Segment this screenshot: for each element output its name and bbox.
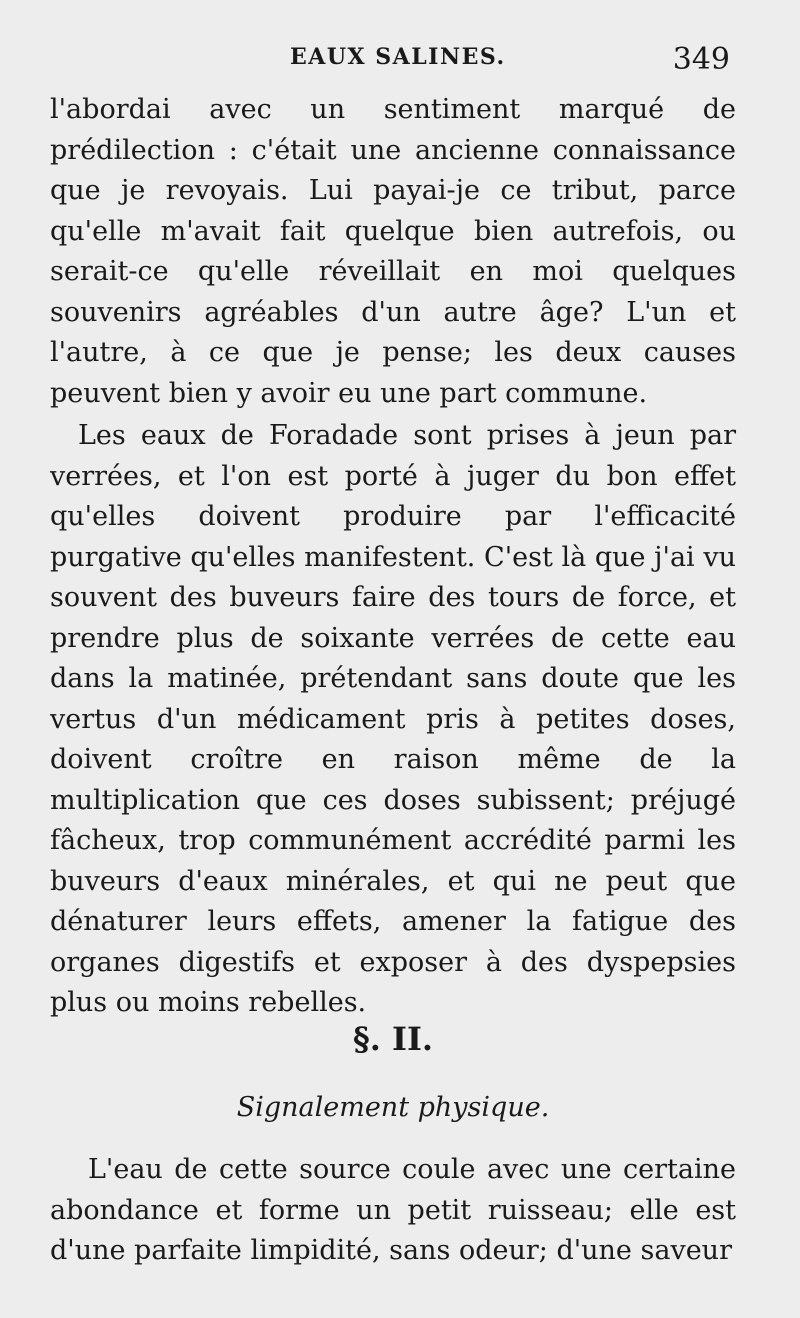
running-title: EAUX SALINES. — [290, 44, 506, 70]
section-title: Signalement physique. — [236, 1092, 550, 1123]
body-paragraph: L'eau de cette source coule avec une certaine abondance et forme un petit ruisseau; elle est d'une parfaite limpidité, sans odeur; d'une saveur — [50, 1154, 736, 1266]
body-paragraph: l'abordai avec un sentiment marqué de prédilection : c'était une ancienne connaissance que je revoyais. Lui payai-je ce tribut, parce qu'elle m'avait fait quelque bien autrefois, ou serait-ce qu'elle réveillait en moi quelques souvenirs agréables d'un autre âge? L'un et l'autre, à ce que je pense; les deux causes peuvent bien y avoir eu une part commune. — [50, 94, 736, 409]
page-number: 349 — [672, 42, 730, 77]
section-number: §. II. — [352, 1020, 434, 1058]
body-paragraph: Les eaux de Foradade sont prises à jeun par verrées, et l'on est porté à juger du bon effet qu'elles doivent produire par l'efficacité purgative qu'elles manifestent. C'est là que j'ai vu souvent des buveurs faire des tours de force, et prendre plus de soixante verrées de cette eau dans la matinée, prétendant sans doute que les vertus d'un médicament pris à petites doses, doivent croître en raison même de la multiplication que ces doses subissent; préjugé fâcheux, trop communément accrédité parmi les buveurs d'eaux minérales, et qui ne peut que dénaturer leurs effets, amener la fatigue des organes digestifs et exposer à des dyspepsies plus ou moins rebelles. — [50, 420, 736, 1018]
